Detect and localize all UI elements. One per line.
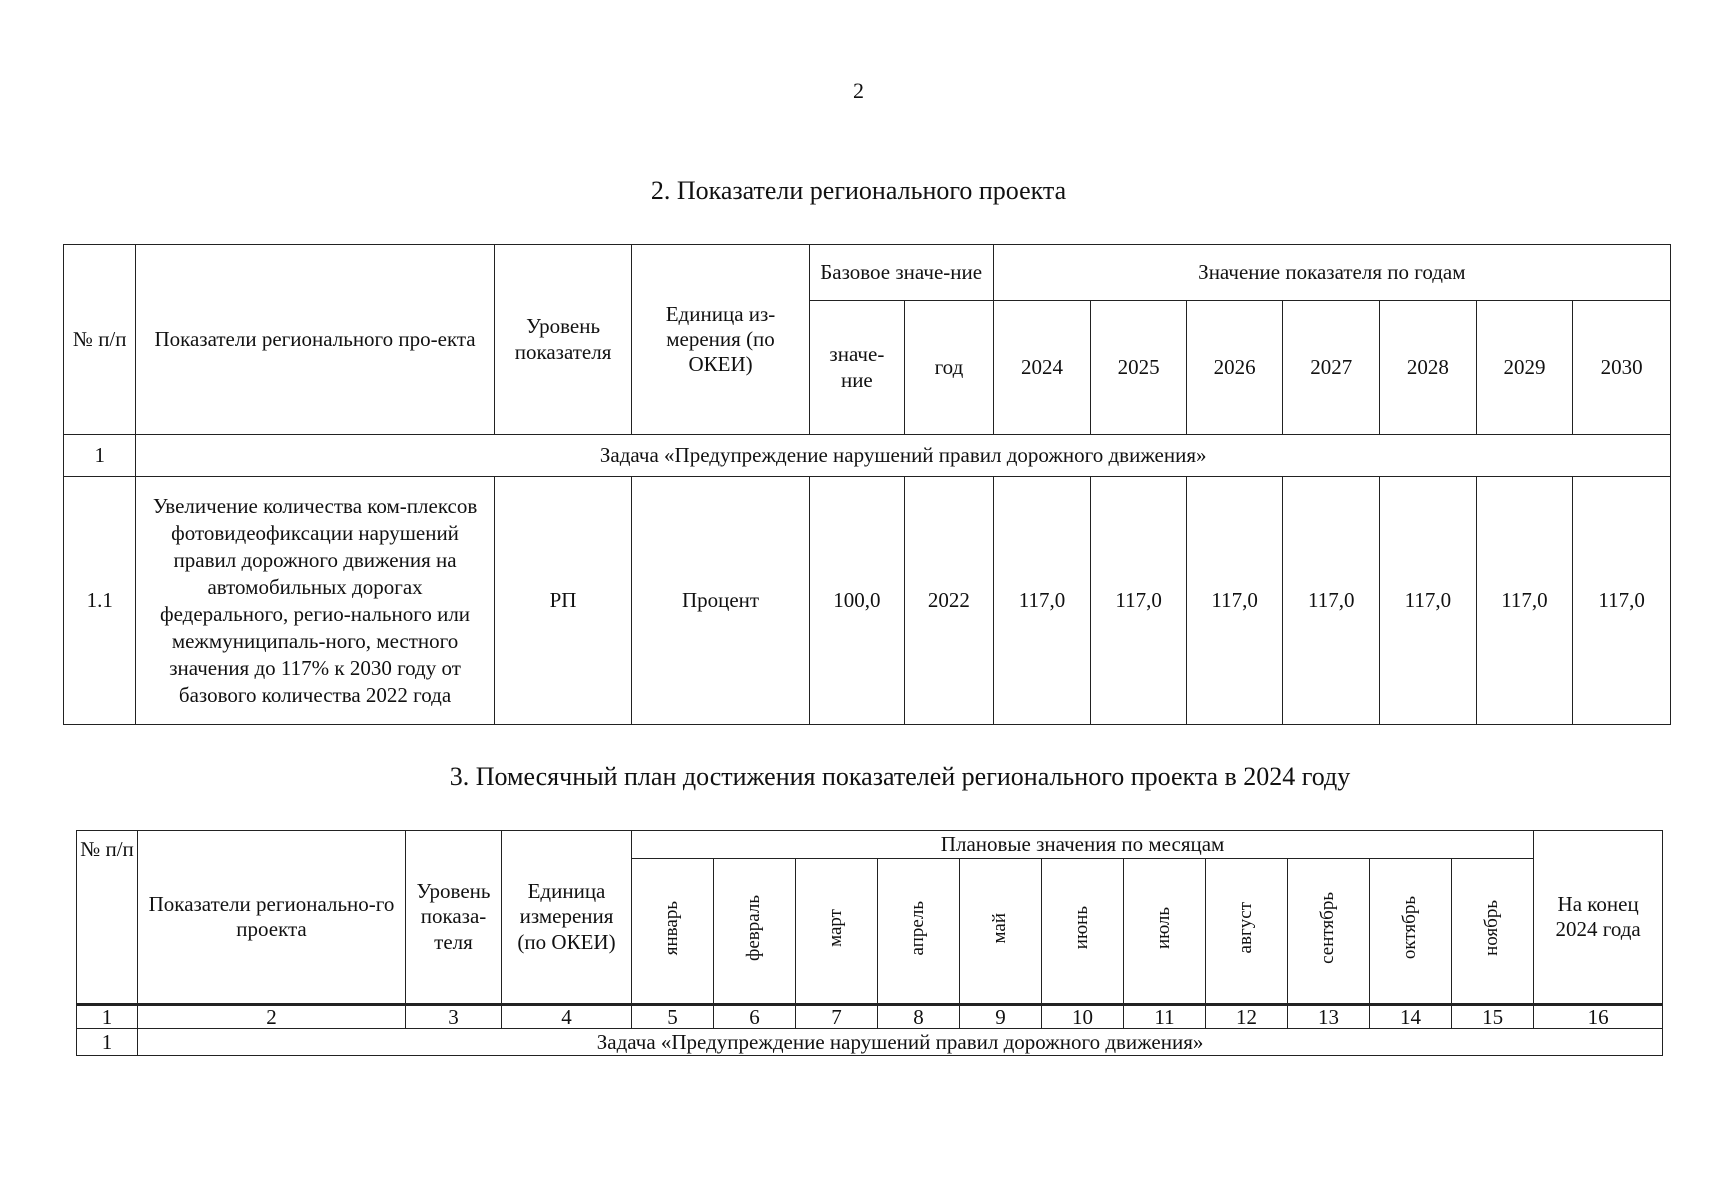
column-number: 2 — [138, 1005, 406, 1029]
task-num: 1 — [64, 435, 136, 477]
header-month — [1370, 859, 1452, 1005]
column-number: 5 — [632, 1005, 714, 1029]
row-value: 117,0 — [1091, 477, 1187, 725]
month-label: сентябрь — [1317, 891, 1339, 964]
column-number: 15 — [1452, 1005, 1534, 1029]
month-label: январь — [661, 900, 683, 956]
column-number: 14 — [1370, 1005, 1452, 1029]
header-by-years: Значение показателя по годам — [993, 245, 1670, 301]
row-base-value: 100,0 — [809, 477, 905, 725]
row-value: 117,0 — [993, 477, 1091, 725]
column-number: 6 — [714, 1005, 796, 1029]
header-year: 2027 — [1283, 301, 1380, 435]
header-num: № п/п — [77, 831, 138, 1005]
task-text: Задача «Предупреждение нарушений правил дорожного движения» — [138, 1029, 1663, 1056]
header-level: Уровень показателя — [494, 245, 632, 435]
header-unit: Единица измерения (по ОКЕИ) — [502, 831, 632, 1005]
header-indicator: Показатели регионального про-екта — [136, 245, 494, 435]
month-label: март — [825, 908, 847, 947]
header-level: Уровень показа-теля — [406, 831, 502, 1005]
page-number: 2 — [853, 78, 864, 103]
row-unit: Процент — [632, 477, 809, 725]
month-label: февраль — [743, 894, 765, 961]
row-value: 117,0 — [1186, 477, 1283, 725]
row-value: 117,0 — [1476, 477, 1573, 725]
header-indicator: Показатели регионально-го проекта — [138, 831, 406, 1005]
task-row — [77, 1029, 1663, 1056]
header-month — [1452, 859, 1534, 1005]
column-number: 12 — [1206, 1005, 1288, 1029]
header-month — [1124, 859, 1206, 1005]
header-base-value: значе-ние — [809, 301, 905, 435]
task-text: Задача «Предупреждение нарушений правил дорожного движения» — [136, 435, 1671, 477]
row-num: 1.1 — [64, 477, 136, 725]
month-label: ноябрь — [1481, 899, 1503, 956]
header-month — [1206, 859, 1288, 1005]
header-month — [714, 859, 796, 1005]
month-label: июль — [1153, 906, 1175, 949]
header-month — [1288, 859, 1370, 1005]
column-number: 10 — [1042, 1005, 1124, 1029]
row-indicator: Увеличение количества ком-плексов фотовидеофиксации нарушений правил дорожного движения на автомобильных дорогах федерального, регио-нального или межмуниципаль-ного, местного значения до 117% к 2030 году от базового количества 2022 года — [136, 477, 494, 725]
month-label: апрель — [907, 900, 929, 956]
header-planned: Плановые значения по месяцам — [632, 831, 1534, 859]
column-number: 16 — [1534, 1005, 1663, 1029]
monthly-plan-table — [76, 830, 1663, 1056]
header-month — [632, 859, 714, 1005]
header-month — [878, 859, 960, 1005]
header-year: 2024 — [993, 301, 1091, 435]
header-num: № п/п — [64, 245, 136, 435]
row-base-year: 2022 — [905, 477, 994, 725]
header-month — [796, 859, 878, 1005]
task-row — [64, 435, 1671, 477]
section-title-monthly-plan: 3. Помесячный план достижения показателей регионального проекта в 2024 году — [449, 762, 1351, 791]
header-year: 2026 — [1186, 301, 1283, 435]
task-num: 1 — [77, 1029, 138, 1056]
column-number: 11 — [1124, 1005, 1206, 1029]
row-value: 117,0 — [1573, 477, 1671, 725]
row-value: 117,0 — [1380, 477, 1477, 725]
header-year: 2025 — [1091, 301, 1187, 435]
row-level: РП — [494, 477, 632, 725]
column-number: 1 — [77, 1005, 138, 1029]
section-title-indicators: 2. Показатели регионального проекта — [650, 176, 1067, 205]
column-number: 13 — [1288, 1005, 1370, 1029]
header-year: 2028 — [1380, 301, 1477, 435]
row-value: 117,0 — [1283, 477, 1380, 725]
table-row — [64, 477, 1671, 725]
month-label: октябрь — [1399, 896, 1421, 960]
column-number: 9 — [960, 1005, 1042, 1029]
month-label: август — [1235, 902, 1257, 954]
column-number: 4 — [502, 1005, 632, 1029]
header-month — [960, 859, 1042, 1005]
header-base: Базовое значе-ние — [809, 245, 993, 301]
header-unit: Единица из-мерения (по ОКЕИ) — [632, 245, 809, 435]
header-end-of-year: На конец 2024 года — [1534, 831, 1663, 1005]
header-month — [1042, 859, 1124, 1005]
column-numbers-row — [77, 1005, 1663, 1029]
header-year: 2030 — [1573, 301, 1671, 435]
indicators-table — [63, 244, 1671, 725]
column-number: 8 — [878, 1005, 960, 1029]
column-number: 7 — [796, 1005, 878, 1029]
month-label: май — [989, 912, 1011, 944]
month-label: июнь — [1071, 906, 1093, 950]
header-year: 2029 — [1476, 301, 1573, 435]
header-base-year: год — [905, 301, 994, 435]
column-number: 3 — [406, 1005, 502, 1029]
